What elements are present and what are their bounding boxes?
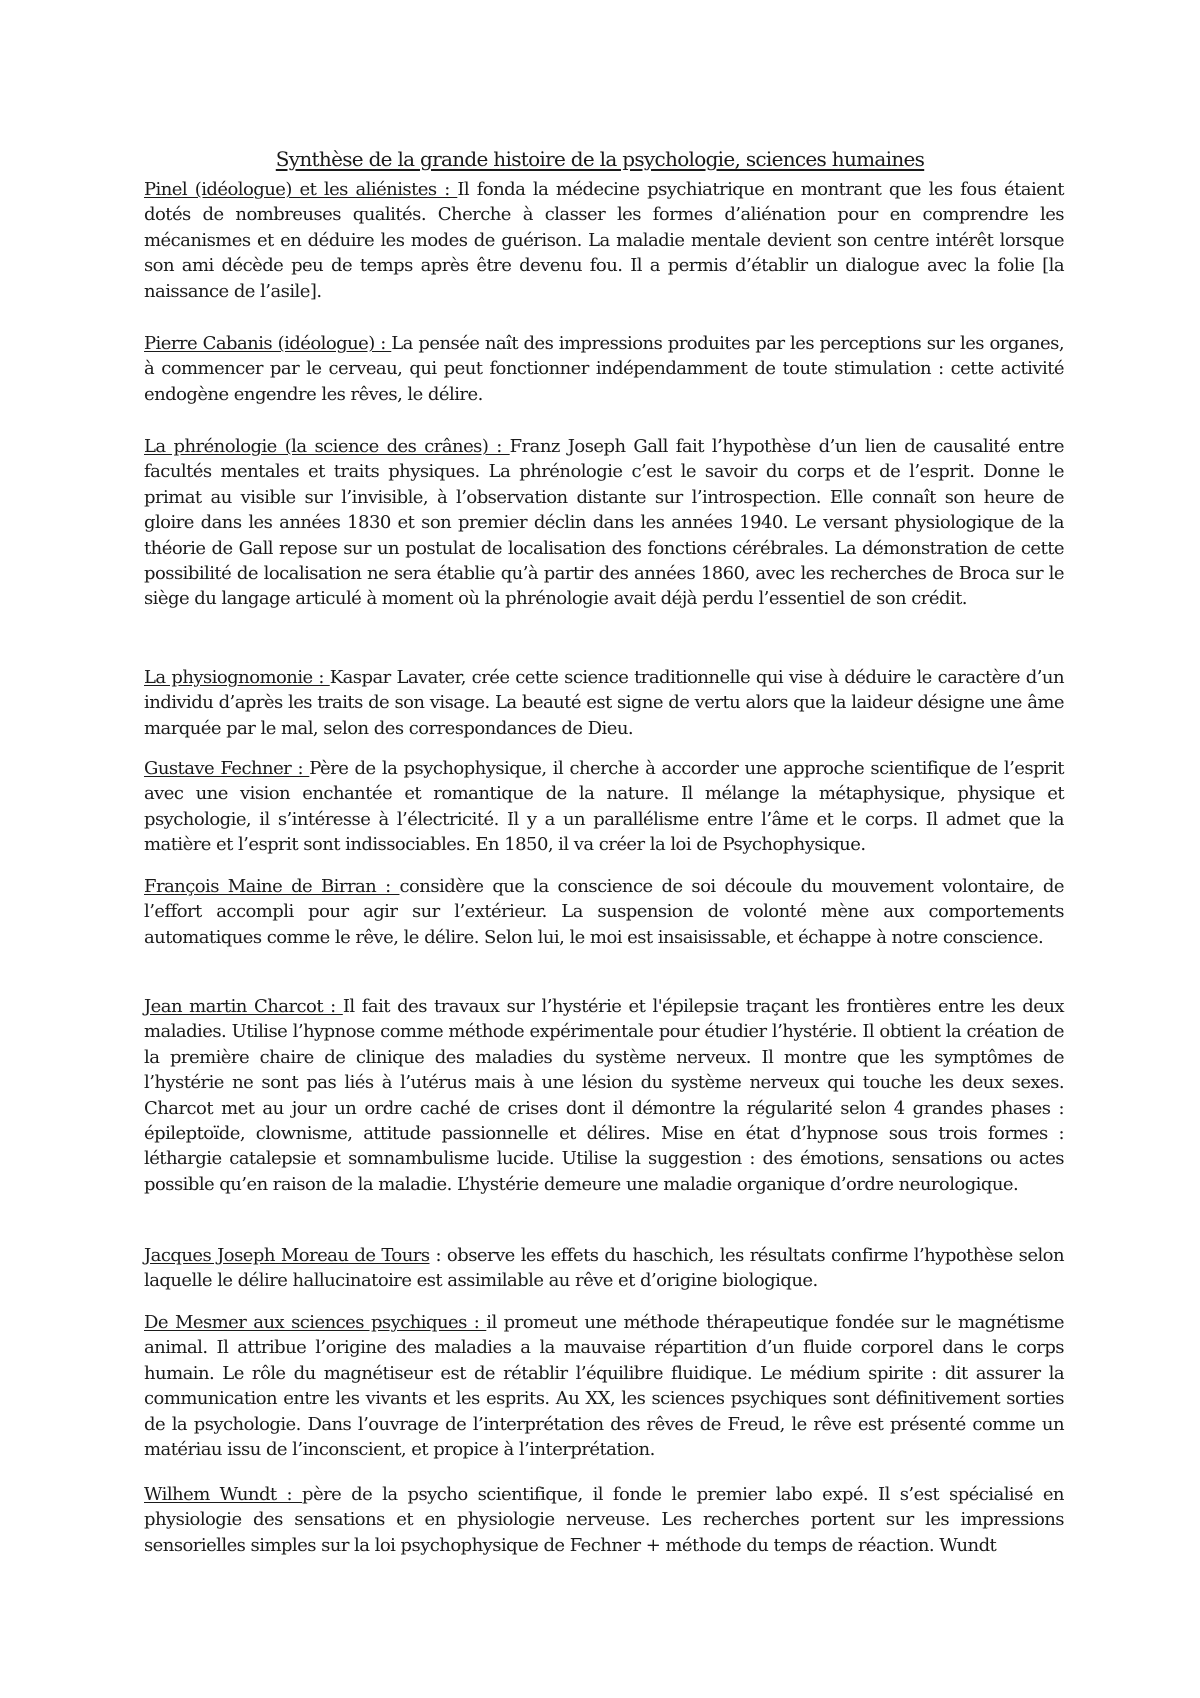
section-physiognomonie [144, 665, 1064, 741]
section-moreau-de-tours [144, 1243, 1064, 1294]
section-body: Il fait des travaux sur l’hystérie et l'épilepsie traçant les frontières entre les deux maladies. Utilise l’hypnose comme méthode expérimentale pour étudier l’hystérie. Il obtient la création de la première chaire de clinique des maladies du système nerveux. Il montre que les symptômes de l’hystérie ne sont pas liés à l’utérus mais à une lésion du système nerveux qui touche les deux sexes. Charcot met au jour un ordre caché de crises dont il démontre la régularité selon 4 grandes phases : épileptoïde, clownisme, attitude passionnelle et délires. Mise en état d’hypnose sous trois formes : léthargie catalepsie et somnambulisme lucide. Utilise la suggestion : des émotions, sensations ou actes possible qu’en raison de la maladie. L’hystérie demeure une maladie organique d’ordre neurologique. [144, 996, 1064, 1195]
section-mesmer [144, 1310, 1064, 1462]
section-charcot [144, 994, 1064, 1197]
section-body: : observe les effets du haschich, les résultats confirme l’hypothèse selon laquelle le délire hallucinatoire est assimilable au rêve et d’origine biologique. [144, 1245, 1065, 1292]
section-cabanis [144, 331, 1064, 407]
section-heading: François Maine de Birran : [144, 876, 400, 897]
section-heading: La physiognomonie : [144, 667, 330, 688]
section-body: La pensée naît des impressions produites par les perceptions sur les organes, à commencer par le cerveau, qui peut fonctionner indépendamment de toute stimulation : cette activité endogène engendre les rêves, le délire. [144, 333, 1065, 405]
section-heading: De Mesmer aux sciences psychiques : [144, 1312, 487, 1333]
section-body: considère que la conscience de soi découle du mouvement volontaire, de l’effort accompli pour agir sur l’extérieur. La suspension de volonté mène aux comportements automatiques comme le rêve, le délire. Selon lui, le moi est insaisissable, et échappe à notre conscience. [144, 876, 1064, 948]
section-heading: Wilhem Wundt : [144, 1484, 302, 1505]
section-heading: Gustave Fechner : [144, 758, 310, 779]
section-maine-de-biran [144, 874, 1064, 950]
section-heading: Pierre Cabanis (idéologue) : [144, 333, 392, 354]
section-body: Père de la psychophysique, il cherche à accorder une approche scientifique de l’esprit avec une vision enchantée et romantique de la nature. Il mélange la métaphysique, physique et psychologie, il s’intéresse à l’électricité. Il y a un parallélisme entre l’âme et le corps. Il admet que la matière et l’esprit sont indissociables. En 1850, il va créer la loi de Psychophysique. [144, 758, 1064, 856]
document-title: Synthèse de la grande histoire de la psychologie, sciences humaines [275, 147, 925, 171]
section-phrenologie [144, 434, 1064, 612]
section-wundt [144, 1482, 1064, 1558]
section-heading: Jacques Joseph Moreau de Tours [144, 1245, 430, 1266]
section-body: il promeut une méthode thérapeutique fondée sur le magnétisme animal. Il attribue l’origine des maladies a la mauvaise répartition d’un fluide corporel dans le corps humain. Le rôle du magnétiseur est de rétablir l’équilibre fluidique. Le médium spirite : dit assurer la communication entre les vivants et les esprits. Au XX, les sciences psychiques sont définitivement sorties de la psychologie. Dans l’ouvrage de l’interprétation des rêves de Freud, le rêve est présenté comme un matériau issu de l’inconscient, et propice à l’interprétation. [144, 1312, 1064, 1461]
section-body: Kaspar Lavater, crée cette science traditionnelle qui vise à déduire le caractère d’un individu d’après les traits de son visage. La beauté est signe de vertu alors que la laideur désigne une âme marquée par le mal, selon des correspondances de Dieu. [144, 667, 1064, 739]
section-body: père de la psycho scientifique, il fonde le premier labo expé. Il s’est spécialisé en physiologie des sensations et en physiologie nerveuse. Les recherches portent sur les impressions sensorielles simples sur la loi psychophysique de Fechner + méthode du temps de réaction. Wundt [144, 1484, 1064, 1556]
section-body: Franz Joseph Gall fait l’hypothèse d’un lien de causalité entre facultés mentales et traits physiques. La phrénologie c’est le savoir du corps et de l’esprit. Donne le primat au visible sur l’invisible, à l’observation distante sur l’introspection. Elle connaît son heure de gloire dans les années 1830 et son premier déclin dans les années 1940. Le versant physiologique de la théorie de Gall repose sur un postulat de localisation des fonctions cérébrales. La démonstration de cette possibilité de localisation ne sera établie qu’à partir des années 1860, avec les recherches de Broca sur le siège du langage articulé à moment où la phrénologie avait déjà perdu l’essentiel de son crédit. [144, 436, 1064, 610]
section-heading: La phrénologie (la science des crânes) : [144, 436, 510, 457]
section-heading: Jean martin Charcot : [144, 996, 343, 1017]
section-pinel [144, 177, 1064, 304]
section-body: Il fonda la médecine psychiatrique en montrant que les fous étaient dotés de nombreuses qualités. Cherche à classer les formes d’aliénation pour en comprendre les mécanismes et en déduire les modes de guérison. La maladie mentale devient son centre intérêt lorsque son ami décède peu de temps après être devenu fou. Il a permis d’établir un dialogue avec la folie [la naissance de l’asile]. [144, 179, 1064, 302]
section-heading: Pinel (idéologue) et les aliénistes : [144, 179, 458, 200]
section-fechner [144, 756, 1064, 858]
